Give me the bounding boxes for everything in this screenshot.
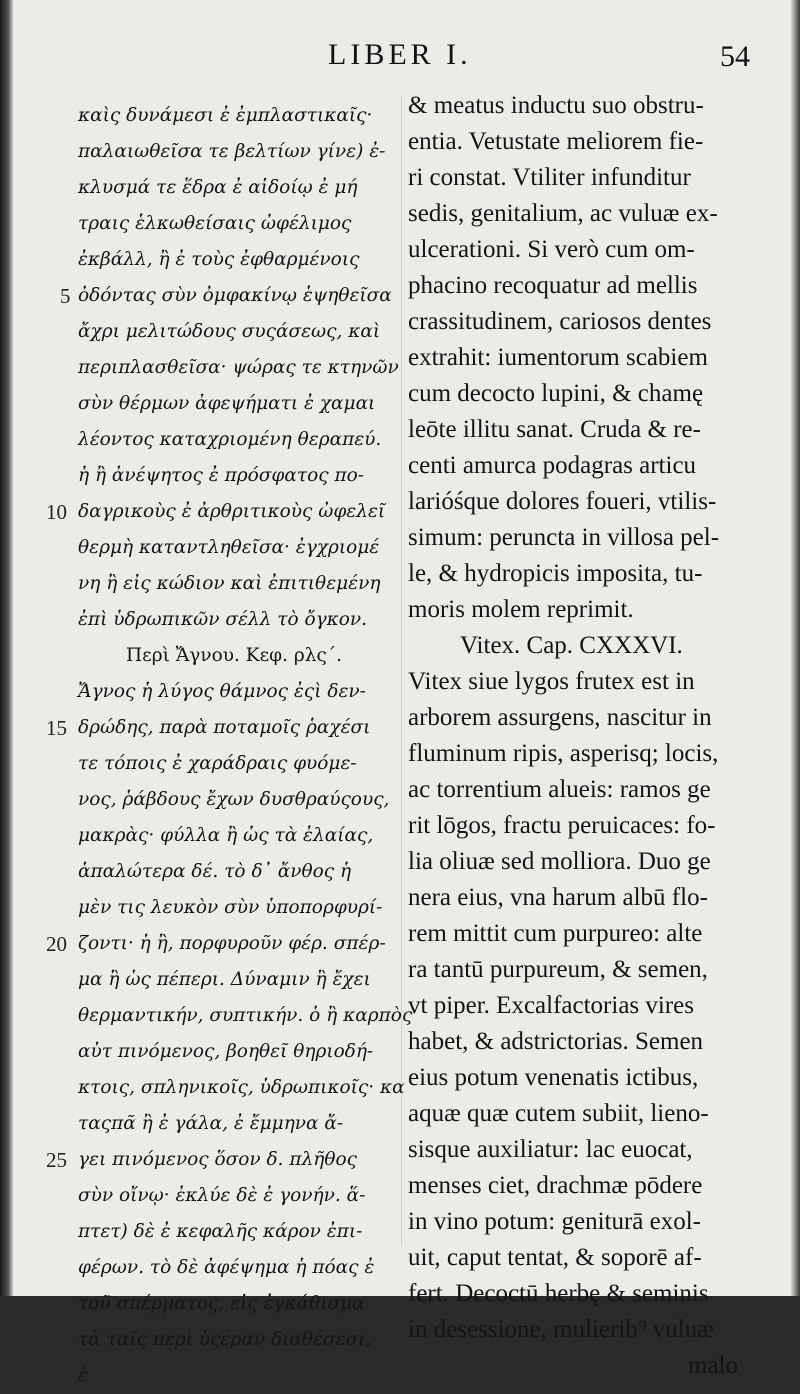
latin-text-line: larióśque dolores foueri, vtilis- (408, 488, 717, 515)
latin-text-line: eius potum venenatis ictibus, (408, 1064, 699, 1091)
greek-text-line: λέοντος καταχριομένη θεραπεύ. (78, 429, 382, 450)
running-title: LIBER I. (328, 38, 472, 71)
greek-text-line: σὺν θέρμων ἀφεψήματι ἐ χαμαι (78, 393, 376, 414)
latin-text-line: & meatus inductu suo obstru- (408, 92, 704, 119)
latin-text-line: Vitex siue lygos frutex est in (408, 668, 695, 695)
latin-text-line: rit lōgos, fractu peruicaces: fo- (408, 812, 716, 839)
greek-text-line: αὐτ πινόμενος, βοηθεῖ θηριοδή- (78, 1041, 374, 1062)
greek-text-line: φέρων. τὸ δὲ ἀφέψημα ἡ πόας ἐ (78, 1257, 375, 1278)
latin-text-line: vt piper. Excalfactorias vires (408, 992, 694, 1019)
greek-text-line: παλαιωθεῖσα τε βελτίων γίνε) ἐ- (78, 141, 386, 162)
latin-text-line: cum decocto lupini, & chamę (408, 380, 704, 407)
latin-text-column (408, 88, 778, 1384)
latin-text-line: arborem assurgens, nascitur in (408, 704, 712, 731)
margin-line-number: 5 (60, 284, 71, 308)
greek-text-line: καὶς δυνάμεσι ἐ ἐμπλαστικαῖς· (78, 105, 373, 126)
latin-text-line: ac torrentium alueis: ramos ge (408, 776, 711, 803)
folio-number: 54 (720, 40, 750, 73)
greek-text-line: ἐκβάλλ, ἢ ἐ τοὺς ἐφθαρμένοις (78, 249, 360, 270)
greek-text-line: δαγρικοὺς ἐ ἀρθριτικοὺς ὠφελεῖ (78, 501, 386, 522)
latin-text-line: fluminum ripis, asperisq; locis, (408, 740, 719, 767)
greek-text-line: τε τόποις ἐ χαράδραις φυόμε- (78, 753, 357, 774)
greek-text-line: κλυσμά τε ἕδρα ἐ αἰδοίῳ ἐ μή (78, 177, 358, 198)
latin-text-line: simum: peruncta in villosa pel- (408, 524, 720, 551)
latin-text-line: nera eius, vna harum albū flo- (408, 884, 708, 911)
page-gutter-shadow (0, 0, 14, 1296)
margin-line-number: 10 (46, 500, 67, 524)
latin-text-line: leōte illitu sanat. Cruda & re- (408, 416, 701, 443)
latin-text-line: uit, caput tentat, & soporē af- (408, 1244, 702, 1271)
greek-text-line: ζοντι· ἡ ἢ, πορφυροῦν φέρ. σπέρ- (78, 933, 386, 954)
greek-text-line: πτετ) δὲ ἐ κεφαλῆς κάρον ἐπι- (78, 1221, 363, 1242)
latin-text-line: moris molem reprimit. (408, 596, 634, 623)
latin-chapter-heading: Vitex. Cap. CXXXVI. (460, 632, 683, 659)
latin-text-line: sedis, genitalium, ac vuluæ ex- (408, 200, 718, 227)
greek-text-line: μα ἢ ὡς πέπερι. Δύναμιν ἢ ἔχει (78, 969, 371, 990)
latin-text-line: aquæ quæ cutem subiit, lieno- (408, 1100, 709, 1127)
greek-text-line: κτοις, σπληνικοῖς, ὑδρωπικοῖς· κα (78, 1077, 405, 1098)
greek-text-line: τοῦ σπέρματος, εἰς ἐγκάθισμα (78, 1293, 365, 1314)
page-header (0, 38, 800, 78)
greek-text-line: ἁπαλώτερα δέ. τὸ δ᾽ ἄνθος ἡ (78, 861, 352, 882)
greek-text-line: ὀδόντας σὺν ὀμφακίνῳ ἑψηθεῖσα (78, 285, 392, 306)
latin-text-line: menses ciet, drachmæ pōdere (408, 1172, 703, 1199)
latin-text-line: sisque auxiliatur: lac euocat, (408, 1136, 693, 1163)
greek-chapter-heading: Περὶ Ἄγνου. Κεφ. ρλς΄. (126, 645, 342, 666)
greek-text-line: μὲν τις λευκὸν σὺν ὑποπορφυρί- (78, 897, 383, 918)
margin-line-number: 25 (46, 1148, 67, 1172)
latin-text-line: phacino recoquatur ad mellis (408, 272, 698, 299)
latin-text-line: crassitudinem, cariosos dentes (408, 308, 712, 335)
greek-text-line: νος, ῥάβδους ἔχων δυσθραύςους, (78, 789, 390, 810)
greek-text-line: θερμὴ καταντληθεῖσα· ἐγχριομέ (78, 537, 380, 558)
greek-text-line: νη ἢ εἰς κώδιον καὶ ἐπιτιθεμένη (78, 573, 381, 594)
latin-text-line: habet, & adstrictorias. Semen (408, 1028, 704, 1055)
latin-text-line: entia. Vetustate meliorem fie- (408, 128, 704, 155)
greek-text-line: ἐ (78, 1365, 88, 1386)
greek-text-line: σὺν οἴνῳ· ἐκλύε δὲ ἐ γονήν. ἅ- (78, 1185, 366, 1206)
column-divider (401, 96, 402, 1246)
greek-text-line: ταςπᾶ ἢ ἐ γάλα, ἐ ἔμμηνα ἄ- (78, 1113, 344, 1134)
latin-text-line: fert. Decoctū herbę & seminis (408, 1280, 709, 1307)
greek-text-line: ἄχρι μελιτώδους συςάσεως, καὶ (78, 321, 381, 342)
margin-line-number: 15 (46, 716, 67, 740)
latin-text-line: centi amurca podagras articu (408, 452, 697, 479)
greek-text-line: ἐπὶ ὑδρωπικῶν σέλλ τὸ ὄγκον. (78, 609, 368, 630)
latin-text-line: in desessione, mulierib⁹ vuluæ (408, 1316, 714, 1343)
latin-text-line: ulcerationi. Si verò cum om- (408, 236, 695, 263)
latin-text-line: lia oliuæ sed molliora. Duo ge (408, 848, 711, 875)
greek-text-line: γει πινόμενος ὅσον δ. πλῆθος (78, 1149, 358, 1170)
latin-text-line: ra tantū purpureum, & semen, (408, 956, 708, 983)
latin-text-line: ri constat. Vtiliter infunditur (408, 164, 691, 191)
latin-text-line: malo (688, 1352, 738, 1379)
greek-text-line: θερμαντικήν, συπτικήν. ὁ ἢ καρπὸς (78, 1005, 413, 1026)
latin-text-line: extrahit: iumentorum scabiem (408, 344, 708, 371)
greek-text-line: τραις ἑλκωθείσαις ὠφέλιμος (78, 213, 352, 234)
greek-text-column (78, 98, 413, 1394)
greek-text-line: περιπλασθεῖσα· ψώρας τε κτηνῶν (78, 357, 399, 378)
greek-text-line: Ἄγνος ἡ λύγος θάμνος ἐςὶ δεν- (78, 681, 366, 702)
greek-text-line: τὰ ταῖς περὶ ὑςέραν διαθέσεσι, (78, 1329, 372, 1350)
page-edge-shadow (790, 0, 800, 1296)
greek-text-line: μακρὰς· φύλλα ἢ ὡς τὰ ἐλαίας, (78, 825, 374, 846)
latin-text-line: rem mittit cum purpureo: alte (408, 920, 703, 947)
latin-text-line: in vino potum: geniturā exol- (408, 1208, 702, 1235)
latin-text-line: le, & hydropicis imposita, tu- (408, 560, 703, 587)
greek-text-line: δρώδης, παρὰ ποταμοῖς ῥαχέσι (78, 717, 371, 738)
greek-text-line: ἡ ἢ ἀνέψητος ἐ πρόσφατος πο- (78, 465, 365, 486)
margin-line-number: 20 (46, 932, 67, 956)
